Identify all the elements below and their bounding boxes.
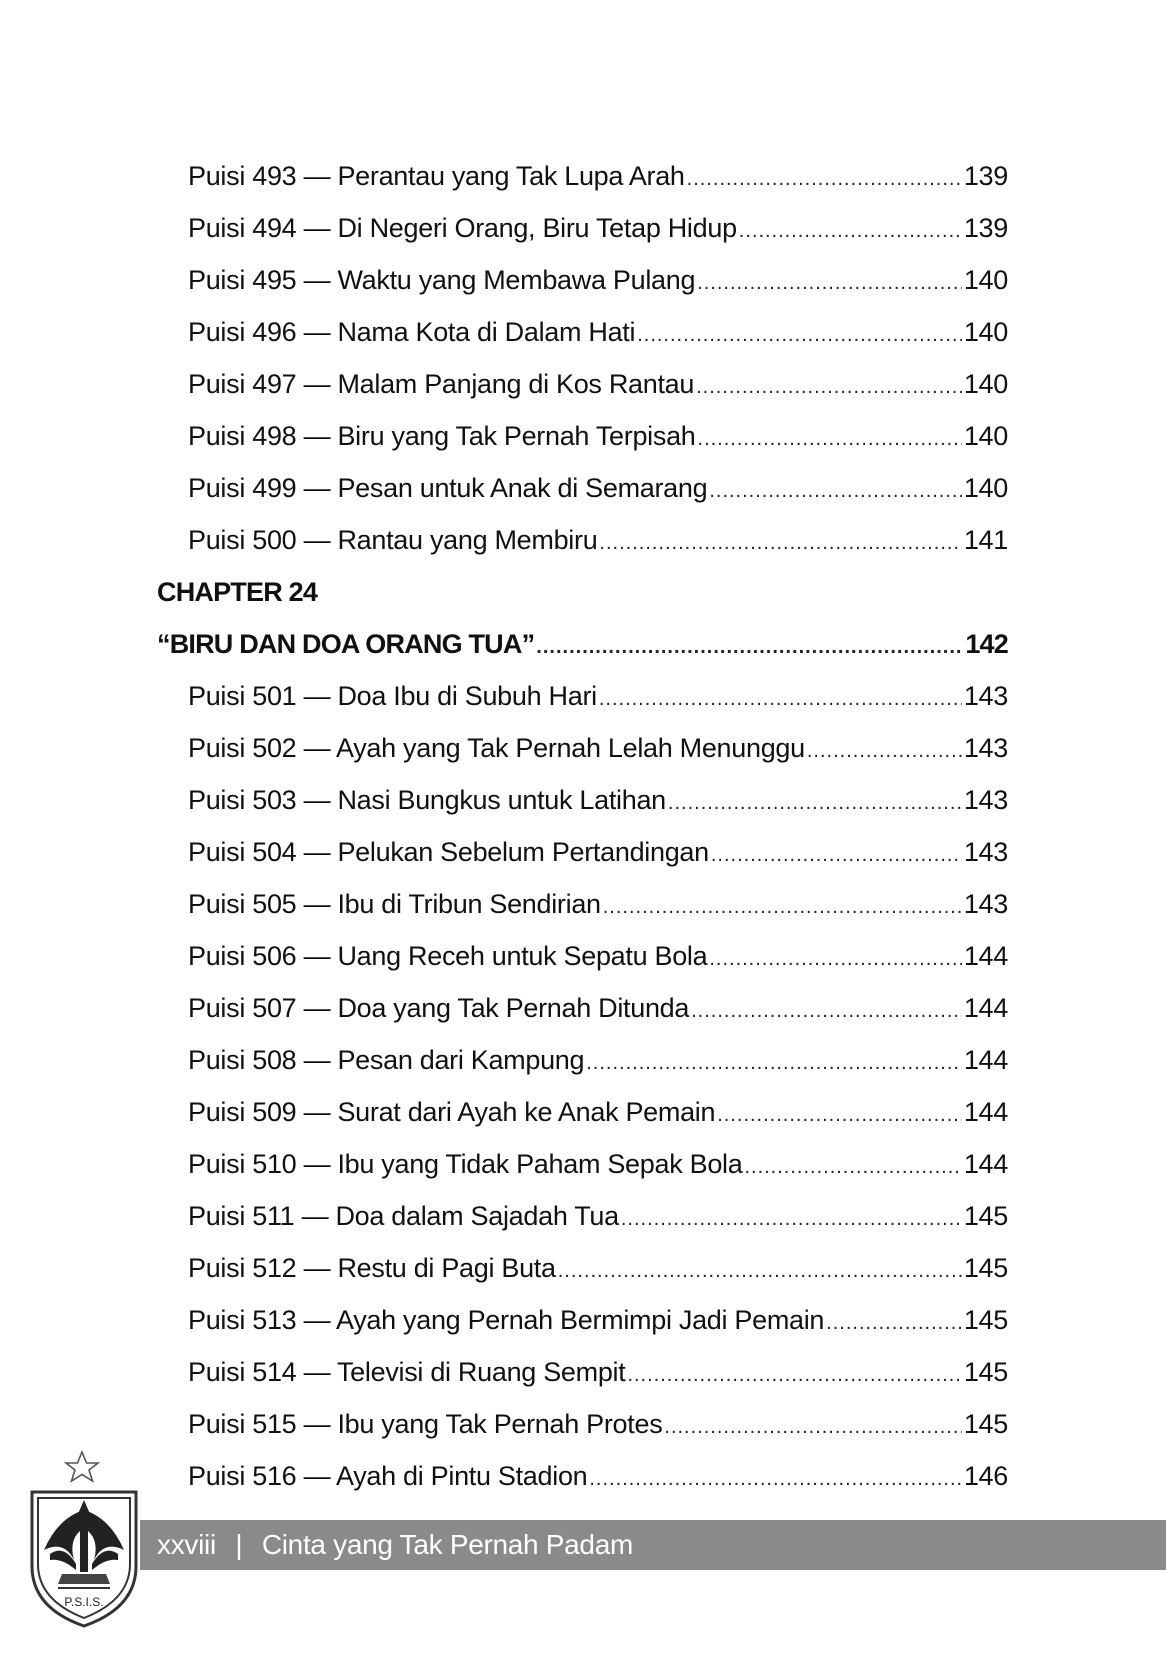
dot-leader [696,361,962,413]
toc-entry-page: 144 [963,1149,1008,1179]
toc-entry[interactable] [188,1034,1008,1086]
toc-entry[interactable] [188,1190,1008,1242]
star-icon [66,1452,98,1481]
toc-entry[interactable] [188,462,1008,514]
toc-entry-title: Puisi 499 — Pesan untuk Anak di Semarang [188,473,708,503]
chapter-label: CHAPTER 24 [157,577,318,607]
toc-entry-title: Puisi 511 — Doa dalam Sajadah Tua [188,1201,619,1231]
toc-entry-page: 140 [963,421,1008,451]
toc-entry[interactable] [188,254,1008,306]
footer-separator: | [235,1529,243,1560]
toc-entry-title: Puisi 507 — Doa yang Tak Pernah Ditunda [188,993,690,1023]
dot-leader [668,777,962,829]
toc-entry[interactable] [188,722,1008,774]
toc-entry[interactable] [188,982,1008,1034]
toc-entry-page: 143 [963,889,1008,919]
toc-entry-title: Puisi 514 — Televisi di Ruang Sempit [188,1357,626,1387]
toc-entry-page: 139 [963,213,1008,243]
toc-entry-page: 143 [963,681,1008,711]
toc-entry-page: 140 [963,369,1008,399]
toc-entry-page: 141 [963,525,1008,555]
dot-leader [691,985,962,1037]
toc-entry-page: 139 [963,161,1008,191]
toc-entry[interactable] [188,1450,1008,1502]
dot-leader [627,1349,961,1401]
toc-entry-page: 143 [963,785,1008,815]
toc-entry-title: Puisi 512 — Restu di Pagi Buta [188,1253,556,1283]
dot-leader [664,1401,961,1453]
dot-leader [717,1089,962,1141]
toc-entry-page: 144 [963,941,1008,971]
psis-crest-icon [28,1448,144,1628]
chapter-title-row[interactable] [157,618,1008,670]
toc-entry-title: Puisi 495 — Waktu yang Membawa Pulang [188,265,696,295]
toc-entry-title: Puisi 506 — Uang Receh untuk Sepatu Bola [188,941,708,971]
toc-entry-page: 144 [963,993,1008,1023]
toc-entry-page: 140 [963,265,1008,295]
toc-entry[interactable] [188,1398,1008,1450]
toc-entry[interactable] [188,358,1008,410]
toc-entry-title: Puisi 494 — Di Negeri Orang, Biru Tetap Hidup [188,213,737,243]
table-of-contents [0,150,1166,1502]
toc-entries-before-chapter [0,150,1166,566]
toc-entry-title: Puisi 510 — Ibu yang Tidak Paham Sepak Bola [188,1149,743,1179]
footer-page-number: xxviii [157,1529,216,1560]
toc-entry-title: Puisi 508 — Pesan dari Kampung [188,1045,585,1075]
dot-leader [744,1141,961,1193]
dot-leader [536,621,963,673]
toc-entry[interactable] [188,1294,1008,1346]
dot-leader [698,413,962,465]
dot-leader [807,725,962,777]
dot-leader [697,257,962,309]
dot-leader [687,153,962,205]
dot-leader [558,1245,962,1297]
toc-entry-title: Puisi 502 — Ayah yang Tak Pernah Lelah Menunggu [188,733,805,763]
toc-entry-title: Puisi 505 — Ibu di Tribun Sendirian [188,889,601,919]
dot-leader [711,829,962,881]
dot-leader [603,881,962,933]
footer [157,1520,633,1570]
chapter-page-number: 142 [965,629,1008,659]
toc-entry-page: 146 [963,1461,1008,1491]
toc-entry-page: 144 [963,1097,1008,1127]
dot-leader [599,517,961,569]
toc-entry-page: 145 [963,1253,1008,1283]
toc-entry[interactable] [188,1086,1008,1138]
dot-leader [739,205,962,257]
dot-leader [589,1453,961,1505]
toc-entry[interactable] [188,514,1008,566]
toc-entry-title: Puisi 493 — Perantau yang Tak Lupa Arah [188,161,685,191]
dot-leader [637,309,962,361]
toc-entries-chapter-24 [0,670,1166,1502]
toc-entry-page: 145 [963,1409,1008,1439]
toc-entry-title: Puisi 496 — Nama Kota di Dalam Hati [188,317,636,347]
toc-entry-title: Puisi 513 — Ayah yang Pernah Bermimpi Jadi Pemain [188,1305,825,1335]
toc-entry-title: Puisi 515 — Ibu yang Tak Pernah Protes [188,1409,663,1439]
dot-leader [709,933,962,985]
toc-entry[interactable] [188,202,1008,254]
toc-entry[interactable] [188,1138,1008,1190]
toc-entry-page: 144 [963,1045,1008,1075]
toc-entry-page: 145 [963,1357,1008,1387]
logo-text: P.S.I.S. [64,1595,104,1609]
toc-entry[interactable] [188,878,1008,930]
footer-book-title: Cinta yang Tak Pernah Padam [261,1529,633,1560]
dot-leader [621,1193,962,1245]
toc-entry-title: Puisi 509 — Surat dari Ayah ke Anak Pemain [188,1097,716,1127]
dot-leader [586,1037,962,1089]
dot-leader [599,673,962,725]
toc-entry-page: 145 [963,1201,1008,1231]
toc-entry-title: Puisi 497 — Malam Panjang di Kos Rantau [188,369,695,399]
dot-leader [709,465,962,517]
toc-entry[interactable] [188,774,1008,826]
toc-entry[interactable] [188,826,1008,878]
toc-entry[interactable] [188,1242,1008,1294]
dot-leader [826,1297,962,1349]
toc-entry[interactable] [188,306,1008,358]
toc-entry[interactable] [188,930,1008,982]
toc-entry-title: Puisi 500 — Rantau yang Membiru [188,525,598,555]
toc-entry-page: 140 [963,473,1008,503]
toc-entry-page: 143 [963,837,1008,867]
toc-entry[interactable] [188,1346,1008,1398]
toc-entry[interactable] [188,150,1008,202]
toc-entry-page: 145 [963,1305,1008,1335]
toc-entry[interactable] [188,410,1008,462]
toc-entry-page: 143 [963,733,1008,763]
toc-entry-title: Puisi 501 — Doa Ibu di Subuh Hari [188,681,597,711]
toc-entry-page: 140 [963,317,1008,347]
chapter-title: “BIRU DAN DOA ORANG TUA” [157,629,535,659]
toc-entry-title: Puisi 516 — Ayah di Pintu Stadion [188,1461,588,1491]
toc-entry-title: Puisi 504 — Pelukan Sebelum Pertandingan [188,837,709,867]
toc-entry[interactable] [188,670,1008,722]
toc-entry-title: Puisi 503 — Nasi Bungkus untuk Latihan [188,785,666,815]
toc-entry-title: Puisi 498 — Biru yang Tak Pernah Terpisah [188,421,696,451]
